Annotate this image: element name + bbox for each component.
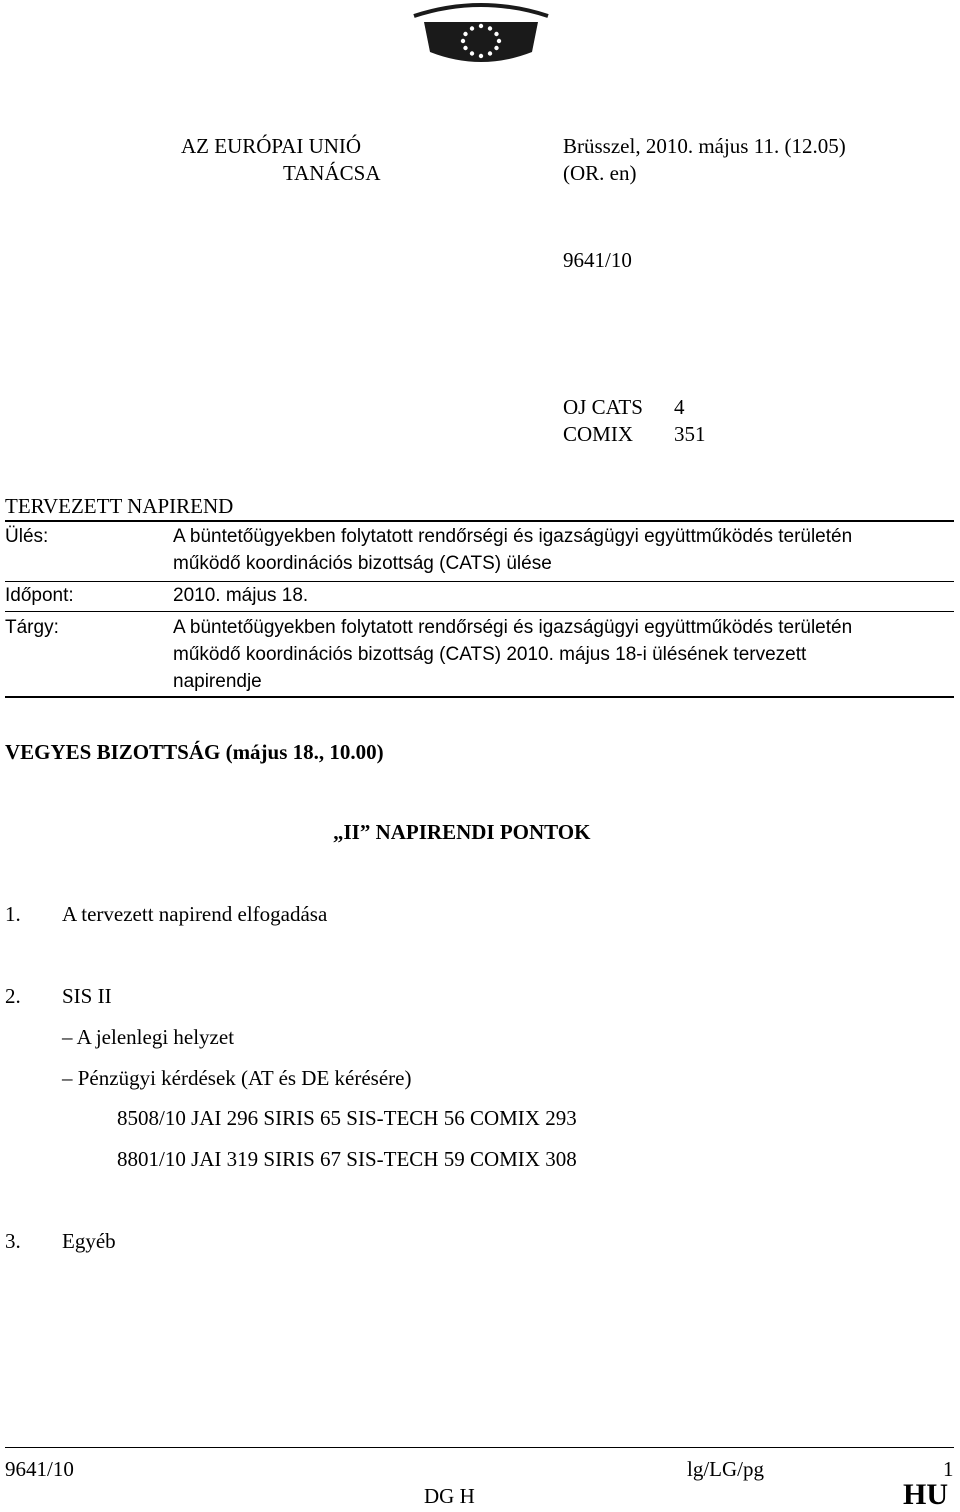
document-number: 9641/10 (563, 248, 632, 272)
footer-page-number: 1 (943, 1457, 954, 1481)
reference-doc-1: 8508/10 JAI 296 SIRIS 65 SIS-TECH 56 COMIX 293 (117, 1106, 577, 1130)
footer-divider (5, 1447, 954, 1448)
item-title: SIS II (62, 984, 112, 1008)
code-oj-cats (563, 395, 685, 420)
session-line1: A büntetőügyekben folytatott rendőrségi és igazságügyi együttműködés területén (173, 526, 853, 547)
footer-doc-number: 9641/10 (5, 1457, 74, 1481)
committee-heading: VEGYES BIZOTTSÁG (május 18., 10.00) (5, 740, 384, 764)
item-title: A tervezett napirend elfogadása (62, 902, 328, 926)
session-label: Ülés: (5, 526, 49, 547)
doc-type: TERVEZETT NAPIREND (5, 494, 234, 518)
divider-date (5, 611, 954, 612)
date-label: Időpont: (5, 585, 74, 606)
subject-line3: napirendje (173, 671, 262, 692)
divider-session (5, 581, 954, 582)
code-number: 4 (674, 395, 685, 419)
footer-dg: DG H (424, 1484, 475, 1508)
sub-item-finance: – Pénzügyi kérdések (AT és DE kérésére) (62, 1066, 412, 1090)
subject-line1: A büntetőügyekben folytatott rendőrségi és igazságügyi együttműködés területén (173, 617, 853, 638)
org-name-line1: AZ EURÓPAI UNIÓ (181, 134, 362, 158)
code-label: OJ CATS (563, 395, 643, 419)
code-number: 351 (674, 422, 706, 446)
item-title: Egyéb (62, 1229, 116, 1253)
agenda-item-3 (5, 1229, 116, 1254)
item-number: 2. (5, 984, 21, 1008)
divider-bottom (5, 696, 954, 698)
eu-council-logo (410, 2, 552, 68)
session-line2: működő koordinációs bizottság (CATS) ülése (173, 553, 552, 574)
section-heading: „II” NAPIRENDI PONTOK (333, 820, 591, 844)
agenda-item-2 (5, 984, 112, 1009)
subject-line2: működő koordinációs bizottság (CATS) 2010. május 18-i ülésének tervezett (173, 644, 807, 665)
reference-doc-2: 8801/10 JAI 319 SIRIS 67 SIS-TECH 59 COMIX 308 (117, 1147, 577, 1171)
org-name-line2: TANÁCSA (283, 161, 381, 185)
place-date-line2: (OR. en) (563, 161, 637, 185)
subject-label: Tárgy: (5, 617, 59, 638)
code-label: COMIX (563, 422, 634, 446)
place-date-line1: Brüsszel, 2010. május 11. (12.05) (563, 134, 846, 158)
item-number: 3. (5, 1229, 21, 1253)
footer-language: HU (903, 1478, 948, 1511)
date-value: 2010. május 18. (173, 585, 309, 606)
footer-initials: lg/LG/pg (687, 1457, 764, 1481)
item-number: 1. (5, 902, 21, 926)
sub-item-status: – A jelenlegi helyzet (62, 1025, 235, 1049)
divider-top (5, 520, 954, 522)
agenda-item-1 (5, 902, 328, 927)
code-comix (563, 422, 706, 447)
